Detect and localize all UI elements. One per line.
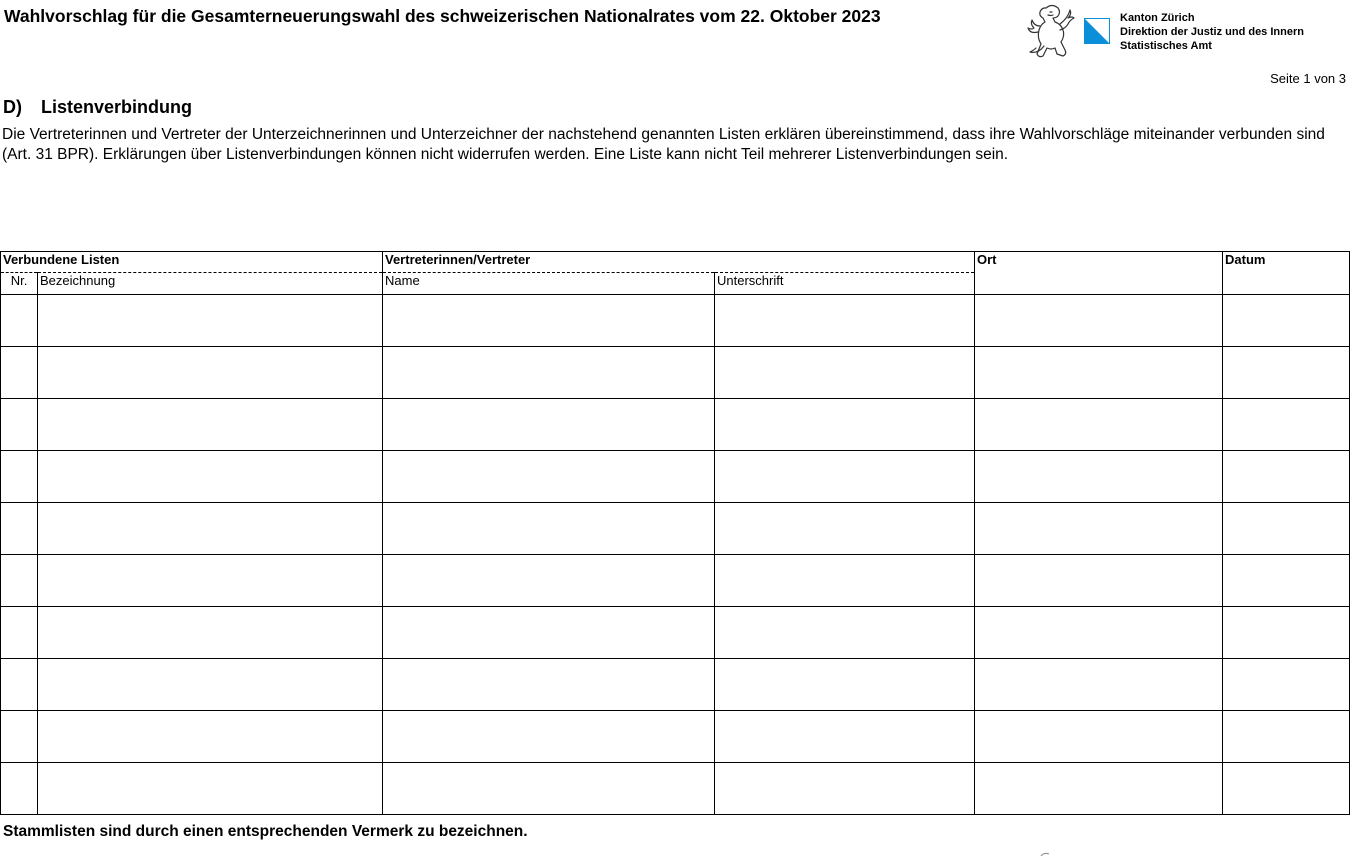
logo-text <box>1120 11 1304 53</box>
cell-designation[interactable] <box>38 659 383 711</box>
cell-signature[interactable] <box>715 399 975 451</box>
cell-signature[interactable] <box>715 711 975 763</box>
header-nr: Nr. <box>1 273 38 295</box>
cell-signature[interactable] <box>715 451 975 503</box>
cell-name[interactable] <box>383 451 715 503</box>
cell-signature[interactable] <box>715 659 975 711</box>
cell-date[interactable] <box>1223 503 1350 555</box>
cell-nr[interactable] <box>1 503 38 555</box>
cell-signature[interactable] <box>715 607 975 659</box>
cell-date[interactable] <box>1223 451 1350 503</box>
table-row <box>1 503 1350 555</box>
intro-paragraph: Die Vertreterinnen und Vertreter der Unterzeichnerinnen und Unterzeichner der nachstehend genannten Listen erklären übereinstimmend, dass ihre Wahlvorschläge miteinander verbunden sind (Art. 31 BPR). Erklärungen über Listenverbindungen können nicht widerrufen werden. Eine Liste kann nicht Teil mehrerer Listenverbindungen sein. <box>2 126 1325 164</box>
cell-nr[interactable] <box>1 451 38 503</box>
list-connection-table <box>0 251 1350 815</box>
table-row <box>1 659 1350 711</box>
cell-name[interactable] <box>383 763 715 815</box>
section-heading <box>3 97 192 118</box>
cell-designation[interactable] <box>38 451 383 503</box>
section-letter: D) <box>3 97 22 117</box>
cell-nr[interactable] <box>1 659 38 711</box>
cell-nr[interactable] <box>1 607 38 659</box>
header-connected-lists: Verbundene Listen <box>1 252 383 273</box>
cell-place[interactable] <box>975 347 1223 399</box>
logo-line-canton: Kanton Zürich <box>1120 12 1195 24</box>
cell-place[interactable] <box>975 451 1223 503</box>
logo-line-office: Statistisches Amt <box>1120 40 1212 52</box>
cell-signature[interactable] <box>715 295 975 347</box>
header-designation: Bezeichnung <box>38 273 383 295</box>
cell-place[interactable] <box>975 659 1223 711</box>
cell-name[interactable] <box>383 503 715 555</box>
cell-name[interactable] <box>383 659 715 711</box>
cell-date[interactable] <box>1223 711 1350 763</box>
canton-logo <box>1024 0 1357 64</box>
zurich-shield-icon <box>1084 18 1110 44</box>
cell-name[interactable] <box>383 399 715 451</box>
cell-signature[interactable] <box>715 347 975 399</box>
lion-emblem-icon <box>1026 2 1076 62</box>
table-row <box>1 555 1350 607</box>
cell-place[interactable] <box>975 399 1223 451</box>
table-row <box>1 451 1350 503</box>
cell-name[interactable] <box>383 607 715 659</box>
table-row <box>1 711 1350 763</box>
table-row <box>1 607 1350 659</box>
cell-nr[interactable] <box>1 347 38 399</box>
cell-nr[interactable] <box>1 295 38 347</box>
table-row <box>1 295 1350 347</box>
cell-name[interactable] <box>383 295 715 347</box>
page-indicator: Seite 1 von 3 <box>1270 71 1346 86</box>
header-name: Name <box>383 273 715 295</box>
cell-place[interactable] <box>975 763 1223 815</box>
cell-place[interactable] <box>975 607 1223 659</box>
cell-date[interactable] <box>1223 763 1350 815</box>
cell-designation[interactable] <box>38 399 383 451</box>
cell-place[interactable] <box>975 555 1223 607</box>
scan-mark-icon <box>1040 852 1050 856</box>
table-row <box>1 763 1350 815</box>
footnote: Stammlisten sind durch einen entsprechenden Vermerk zu bezeichnen. <box>3 823 528 840</box>
cell-place[interactable] <box>975 711 1223 763</box>
cell-designation[interactable] <box>38 503 383 555</box>
cell-date[interactable] <box>1223 295 1350 347</box>
table-row <box>1 399 1350 451</box>
cell-signature[interactable] <box>715 763 975 815</box>
header-representatives: Vertreterinnen/Vertreter <box>383 252 975 273</box>
cell-date[interactable] <box>1223 399 1350 451</box>
document-title: Wahlvorschlag für die Gesamterneuerungswahl des schweizerischen Nationalrates vom 22. Oktober 2023 <box>4 6 881 26</box>
cell-nr[interactable] <box>1 399 38 451</box>
logo-line-directorate: Direktion der Justiz und des Innern <box>1120 26 1304 38</box>
cell-signature[interactable] <box>715 555 975 607</box>
cell-place[interactable] <box>975 295 1223 347</box>
header-date: Datum <box>1223 252 1350 295</box>
cell-name[interactable] <box>383 347 715 399</box>
cell-designation[interactable] <box>38 607 383 659</box>
table-group-header-row <box>1 252 1350 273</box>
cell-designation[interactable] <box>38 295 383 347</box>
cell-nr[interactable] <box>1 711 38 763</box>
header-signature: Unterschrift <box>715 273 975 295</box>
table-row <box>1 347 1350 399</box>
cell-name[interactable] <box>383 555 715 607</box>
cell-date[interactable] <box>1223 555 1350 607</box>
cell-date[interactable] <box>1223 607 1350 659</box>
cell-place[interactable] <box>975 503 1223 555</box>
header-place: Ort <box>975 252 1223 295</box>
cell-date[interactable] <box>1223 659 1350 711</box>
cell-name[interactable] <box>383 711 715 763</box>
cell-designation[interactable] <box>38 763 383 815</box>
cell-designation[interactable] <box>38 711 383 763</box>
cell-nr[interactable] <box>1 763 38 815</box>
section-title: Listenverbindung <box>41 97 193 117</box>
cell-nr[interactable] <box>1 555 38 607</box>
cell-date[interactable] <box>1223 347 1350 399</box>
cell-signature[interactable] <box>715 503 975 555</box>
cell-designation[interactable] <box>38 347 383 399</box>
cell-designation[interactable] <box>38 555 383 607</box>
